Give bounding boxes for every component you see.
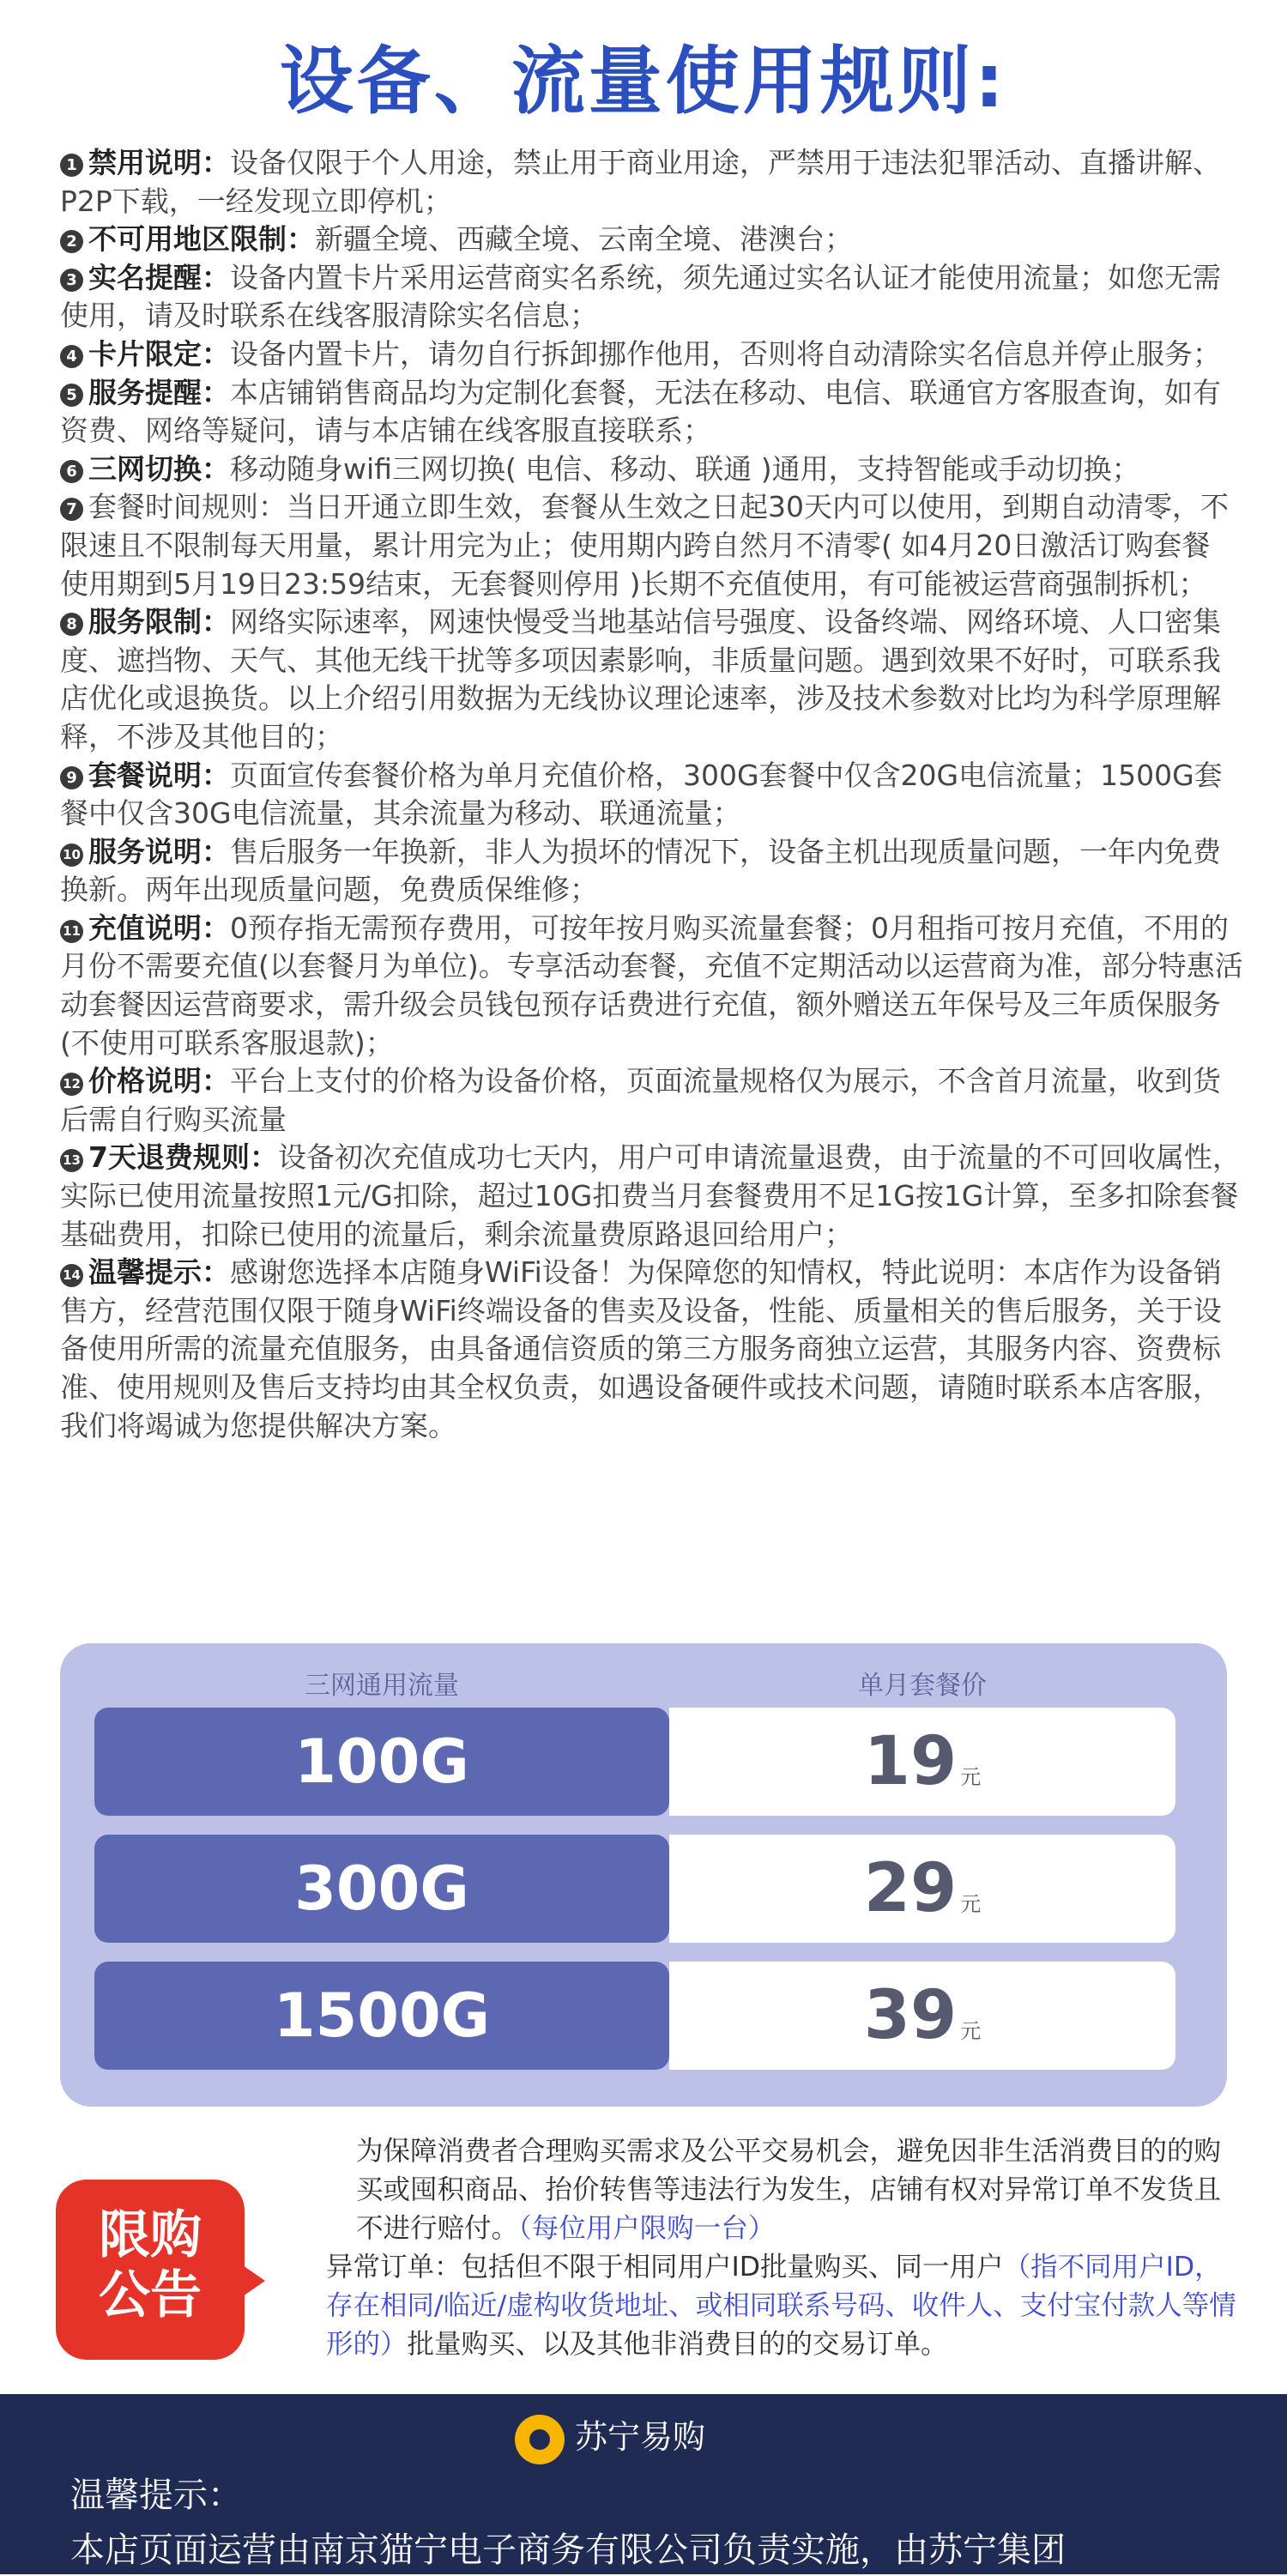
rule-text: 感谢您选择本店随身WiFi设备！为保障您的知情权，特此说明：本店作为设备销售方，经营范围仅限于随身WiFi终端设备的售卖及设备，性能、质量相关的售后服务，关于设备使用所需的流量充值服务，由具备通信资质的第三方服务商独立运营，其服务内容、资费标准、使用规则及售后支持均由其全权负责，如遇设备硬件或技术问题，请随时联系本店客服，我们将竭诚为您提供解决方案。 [60, 1255, 1222, 1442]
rule-text: 网络实际速率，网速快慢受当地基站信号强度、设备终端、网络环境、人口密集度、遮挡物、天气、其他无线干扰等多项因素影响，非质量问题。遇到效果不好时，可联系我店优化或退换货。以上介绍引用数据为无线协议理论速率，涉及技术参数对比均为科学原理解释，不涉及其他目的； [60, 605, 1221, 753]
rule-item [60, 1139, 1244, 1254]
badge-line1: 限购 [99, 2205, 202, 2265]
rule-number: 6 [60, 460, 83, 483]
rule-number: 14 [60, 1264, 83, 1287]
price-cell [669, 1708, 1175, 1816]
rule-text: 设备仅限于个人用途，禁止用于商业用途，严禁用于违法犯罪活动、直播讲解、P2P下载，一经发现立即停机； [60, 146, 1221, 218]
rule-text: 新疆全境、西藏全境、云南全境、港澳台； [315, 222, 853, 257]
rule-heading: 套餐说明： [88, 758, 230, 792]
rule-number: 2 [60, 230, 83, 253]
rule-text: 0预存指无需预存费用，可按年按月购买流量套餐；0月租指可按月充值，不用的月份不需要充值(以套餐月为单位)。专享活动套餐，充值不定期活动以运营商为准，部分特惠活动套餐因运营商要求，需升级会员钱包预存话费进行充值，额外赠送五年保号及三年质保服务(不使用可联系客服退款)； [60, 910, 1243, 1060]
notice-paragraph [296, 2248, 1240, 2364]
rule-number: 8 [60, 613, 83, 636]
price-value: 39 [863, 1977, 958, 2054]
price-cell [669, 1835, 1175, 1943]
notice-paragraph [296, 2132, 1240, 2248]
rule-text: 设备初次充值成功七天内，用户可申请流量退费，由于流量的不可回收属性，实际已使用流量按照1元/G扣除，超过10G扣费当月套餐费用不足1G按1G计算，至多扣除套餐基础费用，扣除已使用的流量后，剩余流量费原路退回给用户； [60, 1140, 1241, 1251]
price-value: 19 [863, 1723, 958, 1800]
purchase-limit-badge [56, 2180, 245, 2360]
brand-name: 苏宁易购 [575, 2418, 706, 2456]
rule-text: 页面宣传套餐价格为单月充值价格，300G套餐中仅含20G电信流量；1500G套餐中仅含30G电信流量，其余流量为移动、联通流量； [60, 758, 1223, 831]
rule-item [60, 488, 1244, 603]
notice-highlight: （每位用户限购一台） [518, 2213, 776, 2244]
rule-heading: 不可用地区限制： [88, 222, 315, 257]
price-row[interactable] [94, 1708, 1175, 1816]
price-row[interactable] [94, 1835, 1175, 1943]
flow-cell: 1500G [94, 1962, 669, 2070]
footer-hint-text: 本店页面运营由南京猫宁电子商务有限公司负责实施，由苏宁集团 [70, 2531, 1066, 2570]
rule-heading: 三网切换： [88, 451, 230, 486]
rule-heading: 卡片限定： [88, 336, 230, 371]
flow-cell: 300G [94, 1835, 669, 1943]
rule-number: 7 [60, 498, 83, 521]
rule-number: 1 [60, 154, 83, 177]
notice-text: 批量购买、以及其他非消费目的的交易订单。 [407, 2329, 948, 2360]
price-unit: 元 [960, 1892, 982, 1916]
rule-heading: 服务说明： [88, 834, 230, 868]
notice-text: 为保障消费者合理购买需求及公平交易机会，避免因非生活消费目的的购买或囤积商品、抬价转售等违法行为发生，店铺有权对异常订单不发货且不进行赔付。 [356, 2136, 1222, 2244]
rule-item [60, 450, 1244, 489]
rule-text: 平台上支付的价格为设备价格，页面流量规格仅为展示，不含首月流量，收到货后需自行购买流量 [60, 1064, 1221, 1136]
column-header-flow: 三网通用流量 [305, 1671, 459, 1701]
rule-text: 设备内置卡片采用运营商实名系统，须先通过实名认证才能使用流量；如您无需使用，请及时联系在线客服清除实名信息； [60, 260, 1221, 333]
rule-item [60, 1062, 1244, 1139]
rule-number: 5 [60, 384, 83, 407]
rule-item [60, 259, 1244, 336]
price-cell [669, 1962, 1175, 2070]
suning-lion-icon [515, 2415, 565, 2464]
notice-highlight: （指不同用户ID，存在相同/临近/虚构收货地址、或相同联系号码、收件人、支付宝付款人等情形的） [326, 2252, 1236, 2360]
rule-heading: 价格说明： [88, 1064, 230, 1098]
rule-item [60, 144, 1244, 221]
rule-item [60, 336, 1244, 374]
price-unit: 元 [960, 1765, 982, 1789]
price-value: 29 [863, 1850, 958, 1927]
badge-line2: 公告 [99, 2265, 202, 2325]
rule-text: 售后服务一年换新，非人为损坏的情况下，设备主机出现质量问题，一年内免费换新。两年出现质量问题，免费质保维修； [60, 834, 1221, 907]
rule-heading: 充值说明： [88, 910, 230, 945]
rules-list [60, 144, 1244, 1445]
rule-number: 12 [60, 1073, 83, 1096]
purchase-limit-notice [296, 2132, 1240, 2364]
rule-number: 10 [60, 844, 83, 867]
flow-cell: 100G [94, 1708, 669, 1816]
rule-heading: 服务提醒： [88, 375, 230, 409]
rule-text: 本店铺销售商品均为定制化套餐，无法在移动、电信、联通官方客服查询，如有资费、网络等疑问，请与本店铺在线客服直接联系； [60, 375, 1221, 448]
price-unit: 元 [960, 2019, 982, 2043]
rule-text: 设备内置卡片，请勿自行拆卸挪作他用，否则将自动清除实名信息并停止服务； [230, 336, 1221, 371]
notice-text: 异常订单：包括但不限于相同用户ID批量购买、同一用户 [326, 2252, 1004, 2283]
rule-item [60, 757, 1244, 833]
rule-number: 4 [60, 345, 83, 368]
rule-number: 9 [60, 766, 83, 789]
page-title: 设备、流量使用规则: [279, 39, 1008, 124]
rule-number: 13 [60, 1149, 83, 1172]
rule-item [60, 374, 1244, 450]
rule-heading: 服务限制： [88, 605, 230, 639]
badge-pointer [243, 2265, 265, 2296]
rule-heading: 7天退费规则： [88, 1140, 278, 1175]
rule-number: 11 [60, 920, 83, 943]
column-header-price: 单月套餐价 [858, 1671, 987, 1701]
price-table [60, 1643, 1227, 2107]
rule-item [60, 221, 1244, 259]
footer [0, 2394, 1287, 2574]
rule-number: 3 [60, 269, 83, 292]
rule-item [60, 833, 1244, 910]
footer-hint-label: 温馨提示： [70, 2476, 242, 2515]
rule-heading: 温馨提示： [88, 1255, 230, 1290]
rule-item [60, 1254, 1244, 1445]
rule-item [60, 603, 1244, 756]
rule-text: 套餐时间规则：当日开通立即生效，套餐从生效之日起30天内可以使用，到期自动清零，不限速且不限制每天用量，累计用完为止；使用期内跨自然月不清零( 如4月20日激活订购套餐 使用期到5月19日23:59结束，无套餐则停用 )长期不充值使用，有可能被运营商强制拆机； [60, 490, 1229, 601]
price-row[interactable] [94, 1962, 1175, 2070]
rule-heading: 实名提醒： [88, 260, 230, 294]
rule-heading: 禁用说明： [88, 146, 230, 179]
rule-item [60, 910, 1244, 1062]
rule-text: 移动随身wifi三网切换( 电信、移动、联通 )通用，支持智能或手动切换； [230, 451, 1140, 486]
brand-logo[interactable] [515, 2403, 772, 2471]
